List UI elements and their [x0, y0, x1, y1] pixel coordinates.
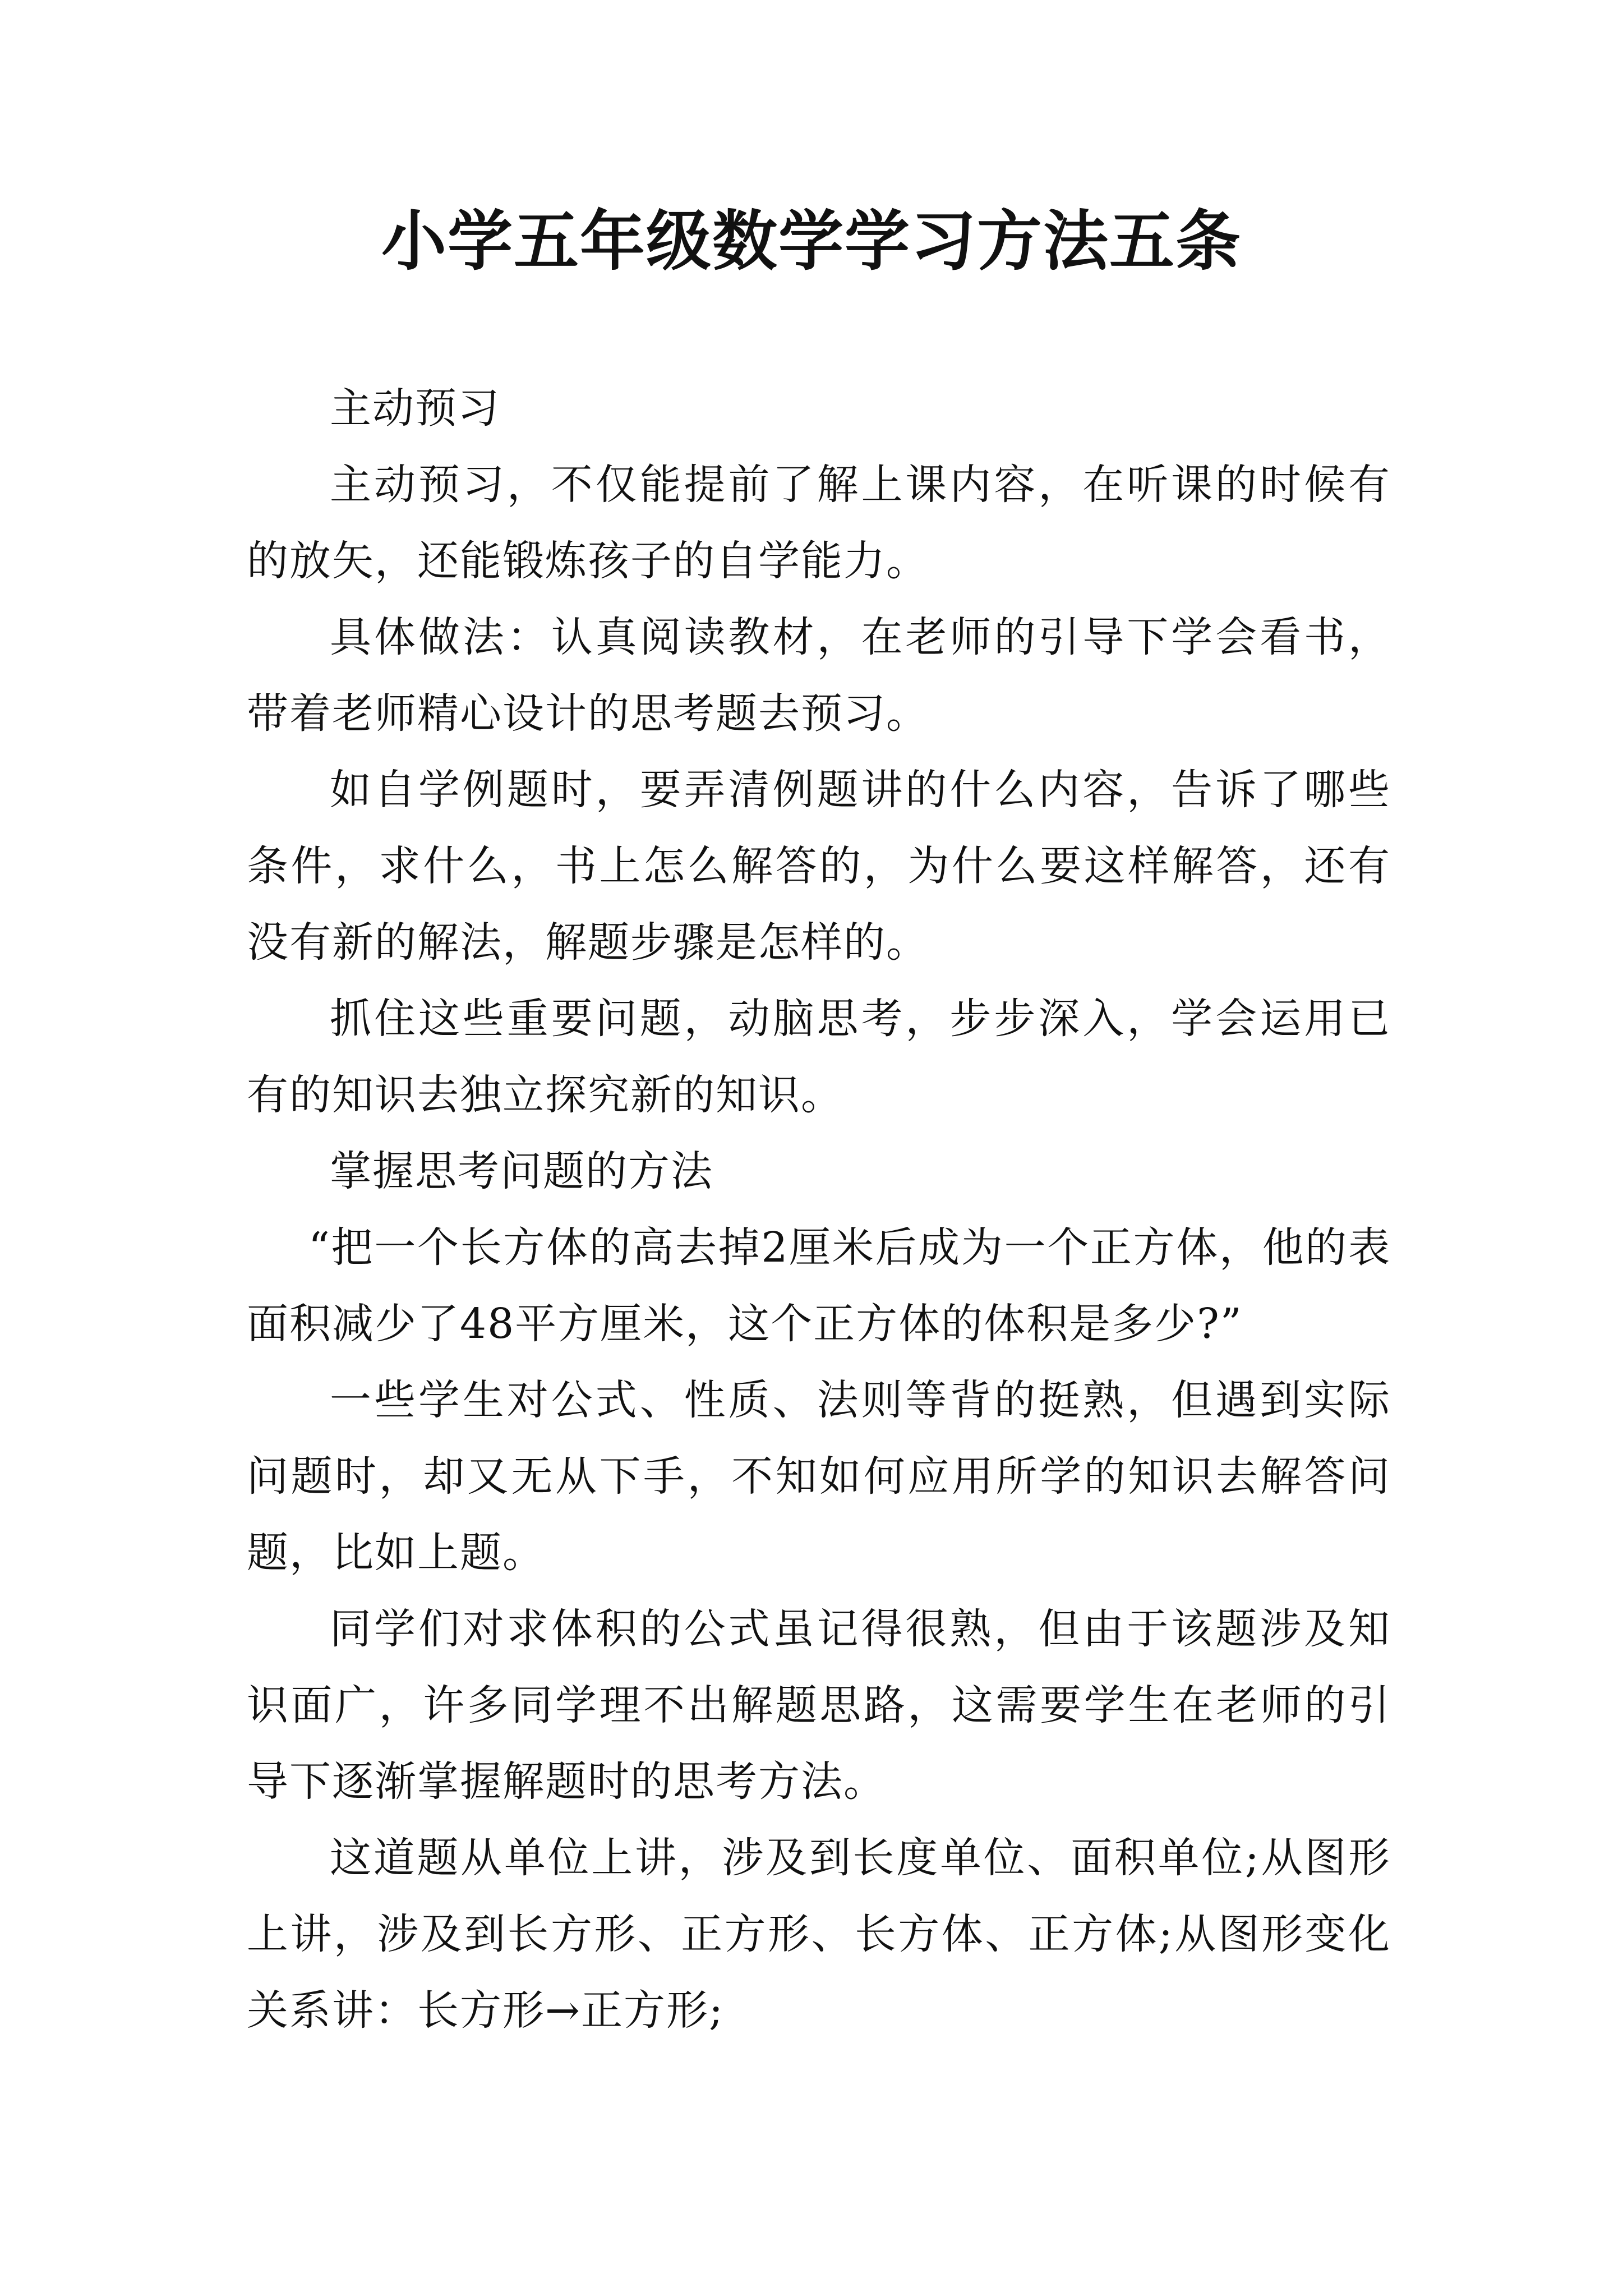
document-title: 小学五年级数学学习方法五条	[381, 203, 1242, 279]
paragraph: 一些学生对公式、性质、法则等背的挺熟，但遇到实际问题时，却又无从下手，不知如何应用所学的知识去解答问题，比如上题。	[247, 1376, 1391, 1577]
paragraph: 具体做法：认真阅读教材，在老师的引导下学会看书，带着老师精心设计的思考题去预习。	[247, 613, 1391, 738]
paragraph: 同学们对求体积的公式虽记得很熟，但由于该题涉及知识面广，许多同学理不出解题思路，这需要学生在老师的引导下逐渐掌握解题时的思考方法。	[247, 1605, 1391, 1806]
document-body	[247, 370, 1391, 2049]
paragraph: 主动预习，不仅能提前了解上课内容，在听课的时候有的放矢，还能锻炼孩子的自学能力。	[247, 461, 1391, 585]
section-heading-thinking-method: 掌握思考问题的方法	[330, 1147, 713, 1195]
section-heading-preview: 主动预习	[330, 384, 500, 432]
paragraph: 这道题从单位上讲，涉及到长度单位、面积单位;从图形上讲，涉及到长方形、正方形、长方体、正方体;从图形变化关系讲：长方形→正方形;	[247, 1834, 1391, 2035]
paragraph: 如自学例题时，要弄清例题讲的什么内容，告诉了哪些条件，求什么，书上怎么解答的，为什么要这样解答，还有没有新的解法，解题步骤是怎样的。	[247, 766, 1391, 967]
paragraph: 抓住这些重要问题，动脑思考，步步深入，学会运用已有的知识去独立探究新的知识。	[247, 995, 1391, 1119]
quoted-problem: “把一个长方体的高去掉2厘米后成为一个正方体，他的表面积减少了48平方厘米，这个正方体的体积是多少?”	[247, 1223, 1391, 1348]
